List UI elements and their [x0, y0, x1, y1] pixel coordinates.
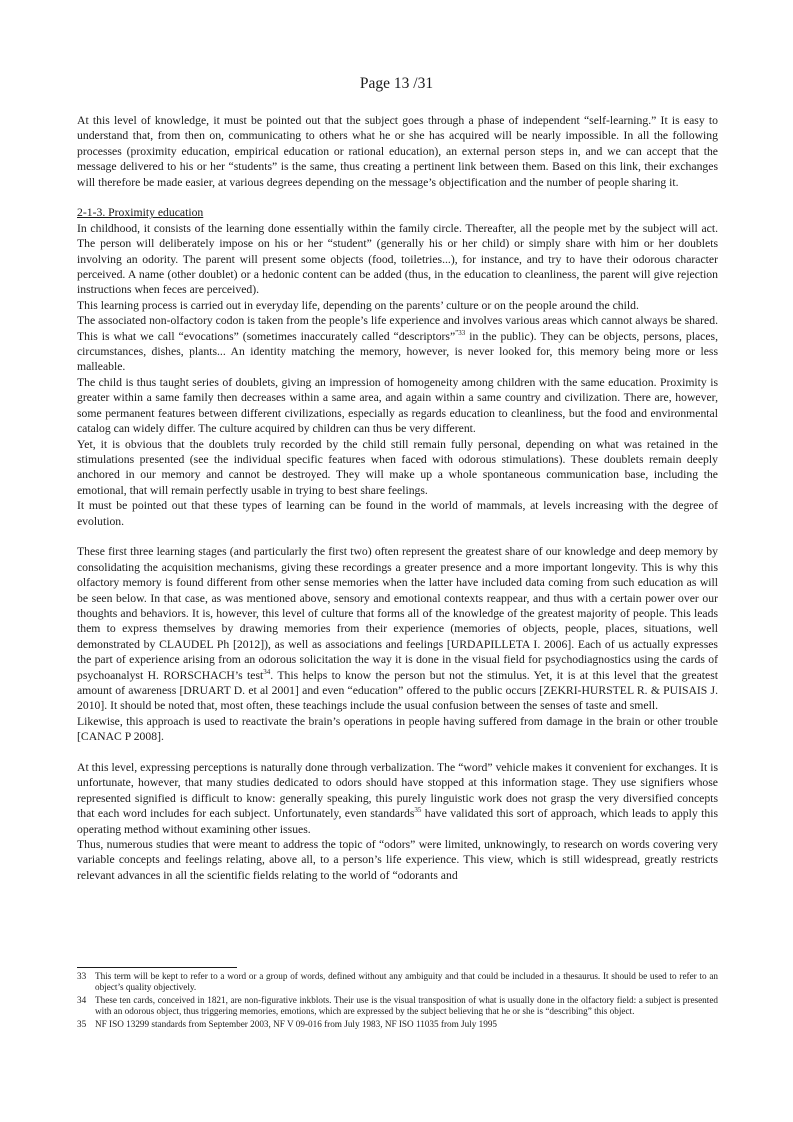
paragraph	[77, 544, 718, 713]
paragraph-text: . This helps to know the person but not the stimulus. Yet, it is at this level that the greatest amount of awareness [DRUART D. et al 2001] and even “education” offered to the public occurs [ZEKRI-HURSTEL R. & PUISAIS J. 2010]. It should be noted that, most often, these teachings include the usual confusion between the senses of taste and smell.	[77, 668, 718, 713]
paragraph: Yet, it is obvious that the doublets truly recorded by the child still remain fully personal, depending on what was retained in the stimulations presented (see the individual specific features when faced with odorous stimulations). These doublets remain deeply anchored in our memory and cannot be destroyed. They will make up a whole spontaneous communication base, including the emotional, that will remain perfectly usable in trying to best share feelings.	[77, 437, 718, 497]
paragraph: This learning process is carried out in everyday life, depending on the parents’ culture or on the people around the child.	[77, 298, 639, 312]
paragraph: Likewise, this approach is used to reactivate the brain’s operations in people having suffered from damage in the brain or other trouble [CANAC P 2008].	[77, 714, 718, 744]
footnote-reference: 35	[414, 806, 422, 815]
footnote-divider	[77, 967, 237, 968]
footnote-34	[77, 995, 718, 1017]
footnote-33	[77, 971, 718, 993]
paragraph	[77, 760, 718, 837]
paragraph-text: have validated this sort of approach, which leads to apply this operating method without examining other issues.	[77, 807, 718, 836]
paragraph: In childhood, it consists of the learning done essentially within the family circle. Thereafter, all the people met by the subject will act. The person will deliberately impose on his or her “student” (generally his or her child) or simply share with him or her doublets involving an odority. The parent will present some objects (food, toiletries...), for instance, and try to have their odorous character perceived. A name (other doublet) or a hedonic content can be added (thus, in the education to cleanliness, the parent will give rejection instructions when feces are perceived).	[77, 221, 718, 297]
footnote-number: 34	[77, 995, 87, 1005]
paragraph	[77, 313, 718, 375]
footnote-text: These ten cards, conceived in 1821, are non-figurative inkblots. Their use is the visual transposition of what is usually done in the olfactory field: a subject is presented with an odorous object, thus triggering memories, emotions, which are expressed by the subject believing that he or she is “describing” this object.	[95, 995, 718, 1016]
footnote-text: This term will be kept to refer to a word or a group of words, defined without any ambiguity and that could be included in a thesaurus. It should be used to refer to an object’s quality objectively.	[95, 971, 718, 992]
footnote-reference: ”33	[455, 328, 466, 337]
paragraph-text: in the public). They can be objects, persons, places, circumstances, dishes, plants... An identity matching the memory, however, is never looked for, this memory being more or less malleable.	[77, 329, 718, 374]
paragraph-text: The associated non-olfactory codon is taken from the people’s life experience and involves various areas which cannot always be shared. This is what we call “evocations” (sometimes inaccurately called “descriptors”	[77, 314, 718, 343]
footnotes	[77, 971, 718, 1032]
intro-paragraph: At this level of knowledge, it must be pointed out that the subject goes through a phase of independent “self-learning.” It is easy to understand that, from then on, communicating to others what he or she has acquired will be nearly impossible. In all the following processes (proximity education, empirical education or rational education), an external person steps in, and we can accept that the message delivered to his or her “students” is the same, thus creating a pertinent link between them. Based on this link, their exchanges will therefore be made easier, at various degrees depending on the message’s objectification and the number of people sharing it.	[77, 114, 718, 189]
document-body	[77, 113, 718, 883]
footnote-35	[77, 1019, 718, 1030]
section-heading: 2-1-3. Proximity education	[77, 206, 204, 220]
paragraph: It must be pointed out that these types of learning can be found in the world of mammals, at levels increasing with the degree of evolution.	[77, 499, 718, 528]
footnote-text: NF ISO 13299 standards from September 2003, NF V 09-016 from July 1983, NF ISO 11035 from July 1995	[95, 1019, 498, 1029]
paragraph: Thus, numerous studies that were meant to address the topic of “odors” were limited, unknowingly, to research on words covering very variable concepts and feelings relating, above all, to a person’s life experience. This view, which is still widespread, greatly restricts relevant advances in all the scientific fields relating to the world of “odorants and	[77, 838, 718, 882]
paragraph: The child is thus taught series of doublets, giving an impression of homogeneity among children with the same education. Proximity is greater within a same family then decreases within a same area, and again within a same country and civilization. There are, however, some permanent features between different civilizations, especially as regards education to cleanliness, but the food and environmental catalog can widely differ. The culture acquired by children can thus be very different.	[77, 375, 718, 436]
page-number: Page 13 /31	[359, 75, 434, 92]
paragraph-text: At this level, expressing perceptions is naturally done through verbalization. The “word” vehicle makes it convenient for exchanges. It is unfortunate, however, that many studies dedicated to odors should have stopped at this information stage. They use signifiers whose represented signified is difficult to know: generally speaking, this purely linguistic work does not grasp the very diversified concepts that each word includes for each subject. Unfortunately, even standards	[77, 761, 718, 821]
footnote-reference: 34	[263, 667, 271, 676]
footnote-number: 35	[77, 1019, 87, 1029]
paragraph-text: These first three learning stages (and particularly the first two) often represent the greatest share of our knowledge and deep memory by consolidating the acquisition mechanisms, giving these recordings a greater presence and a more important longevity. This is why this olfactory memory is found different from other sense memories when the latter have included data coming from such education as will be seen below. In that case, as was mentioned above, sensory and emotional contexts reappear, and thus with a certain power over our thoughts and behaviors. It is, however, this level of culture that forms all of the knowledge of the greatest majority of people. This leads them to express themselves by drawing memories from their experience (memories of objects, people, places, situations, well demonstrated by CLAUDEL Ph [2012]), as well as associations and feelings [URDAPILLETA I. 2006]. Each of us actually expresses the part of experience arising from an odorous solicitation the way it is done in the visual field for psychodiagnostics using the cards of psychoanalyst H. RORSCHACH’s test	[77, 545, 718, 682]
footnote-number: 33	[77, 971, 87, 981]
